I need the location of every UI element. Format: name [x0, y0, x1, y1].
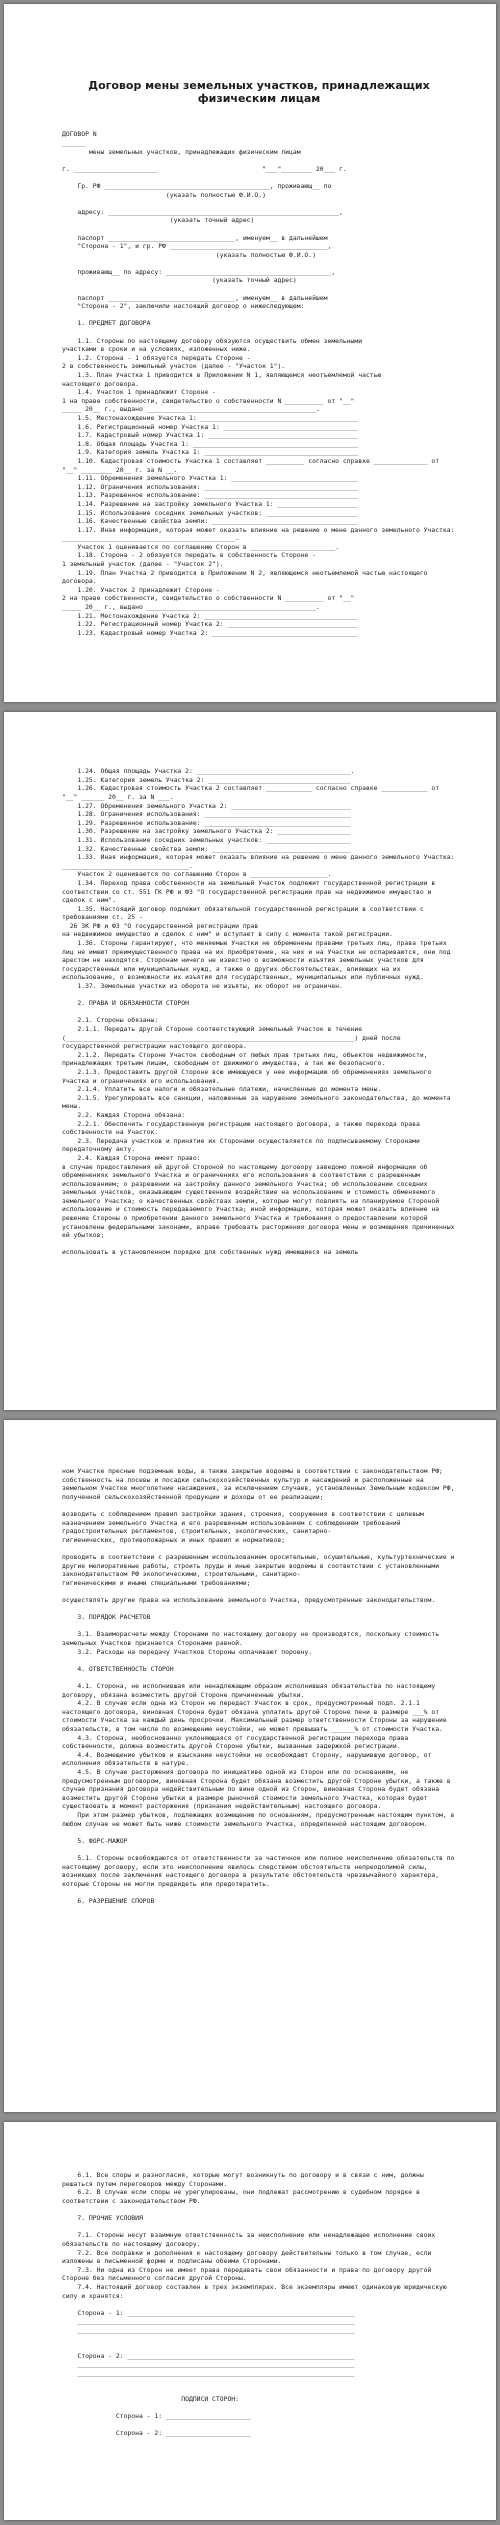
text-line: 6. РАЗРЕШЕНИЕ СПОРОВ	[62, 1896, 155, 1905]
text-line	[62, 156, 456, 165]
text-line: 4. ОТВЕТСТВЕННОСТЬ СТОРОН	[62, 1664, 174, 1673]
text-line	[62, 2334, 456, 2343]
text-line: 1.1. Стороны по настоящему договору обязуются осуществить обмен земельными	[62, 336, 363, 345]
text-line	[62, 173, 456, 182]
text-line: 1.6. Регистрационный номер Участка 1: ___________________________________	[62, 422, 359, 431]
document-title: Договор мены земельных участков, принадлежащих физическим лицам	[88, 79, 434, 106]
text-line: ______	[62, 138, 86, 147]
text-line	[62, 1888, 456, 1897]
text-line	[62, 311, 456, 320]
text-line: 1.33. Иная информация, которая может оказать влияние на решение о мене данного земельного Участка: _________________________________.	[62, 853, 459, 870]
text-line: адресу: ____________________________________________________________,	[62, 207, 343, 216]
text-line	[62, 2377, 456, 2386]
text-line: настоящего договора.	[62, 379, 139, 388]
text-line: Сторона - 2: ______________________	[62, 2429, 251, 2437]
text-line: 5. ФОРС-МАЖОР	[62, 1836, 128, 1845]
text-line: 2.4. Каждая Сторона имеет право:	[62, 1153, 201, 1162]
text-line	[62, 2403, 456, 2412]
text-line: (указать точный адрес)	[62, 276, 297, 285]
text-line: 1.25. Категория земель Участка 2: _____________________________________	[62, 775, 351, 784]
text-line	[62, 285, 456, 294]
text-line: 1.35. Настоящий договор подлежит обязательной государственной регистрации в соответствии с требованиями ст. 25 -	[62, 904, 428, 922]
text-line: 3.2. Расходы на передачу Участков Стороны оплачивают поровну.	[62, 1647, 313, 1656]
text-line: 1.17. Иная информация, которая может оказать влияние на решение о мене данного земельного Участка: _____________________________________________.	[62, 525, 459, 543]
text-line: ПОДПИСИ СТОРОН:	[62, 2394, 239, 2403]
text-line: ном Участке пресные подземные воды, а также закрытые водоемы в соответствии с законодательством РФ;	[62, 1467, 443, 1476]
text-line: (указать точный адрес)	[62, 216, 255, 225]
text-line: 7.1. Стороны несут взаимную ответственность за неисполнение или ненадлежащее исполнение своих обязательств по настоящему договору.	[62, 2231, 440, 2248]
text-line: 1.4. Участок 1 принадлежит Стороне -	[62, 388, 216, 397]
text-line: 2.2.1. Обеспечить государственную регистрацию настоящего договора, а также перехода права собственности на Участок.	[62, 1119, 424, 1137]
text-line	[62, 2386, 456, 2395]
text-line: 7.3. Ни одна из Сторон не имеет права передавать свои обязанности и права по договору другой Стороне без письменного согласия другой Стороны.	[62, 2265, 436, 2283]
text-line: 1.5. Местонахождение Участка 1: _________________________________________	[62, 413, 359, 422]
text-line: проводить в соответствии с разрешенным использованием оросительные, осушительные, культуртехнические и другие мелиоративные работы, строить пруды и иные закрытые водоемы в соответствии с установленными законодательством РФ экологическими, строительными, санитарно-	[62, 1553, 459, 1579]
text-line: 1 земельный участок (далее - "Участок 2").	[62, 560, 224, 569]
text-line: 1.3. План Участка 1 приводится в Приложении N 1, являющемся неотъемлемой частью	[62, 371, 382, 379]
text-line: гигиеническими и иными специальными требованиями;	[62, 1578, 251, 1587]
page-lines	[62, 767, 459, 1257]
text-line: 1.26. Кадастровая стоимость Участка 2 составляет ____________ согласно справке ____________ от "__" ______ 20__ г. за N ___.	[62, 784, 443, 801]
text-line: 6.1. Все споры и разногласия, которые могут возникнуть по договору и в связи с ним, должны решаться путем переговоров между Сторонами.	[62, 2171, 428, 2188]
text-line: 1.36. Стороны гарантируют, что меняемые Участки не обременены правами третьих лиц, права третьих лиц не имеют преимущественного права на их приобретение, на них и на Участки не оспариваются, они под арестом не находятся. Сторонам ничего не известно о возможности изъятия земельных участков для государственных или муниципальных нужд, а также о других обстоятельствах, влияющих на их использование, о возможности их изъятия для государственных, муниципальных или публичных нужд.	[62, 939, 455, 982]
text-line	[62, 2223, 456, 2232]
text-line: 1.22. Регистрационный номер Участка 2: __________________________________	[62, 620, 359, 629]
text-line: 2. ПРАВА И ОБЯЗАННОСТИ СТОРОН	[62, 999, 189, 1008]
text-line: 5.1. Стороны освобождаются от ответственности за частичное или полное неисполнение обязательств по настоящему договору, если это неисполнение явилось следствием обстоятельств непреодолимой силы, возникших после заключения настоящего договора в результате обстоятельств чрезвычайного характера, которые Стороны не могли предвидеть или предотвратить.	[62, 1853, 459, 1888]
page-content	[62, 2154, 456, 2455]
text-line	[62, 1622, 456, 1631]
text-line: использовать в установленном порядке для собственных нужд имеющиеся на земель	[62, 1248, 359, 1257]
text-line: 1.29. Разрешенное использование: ______________________________________	[62, 818, 351, 827]
text-line	[62, 1656, 456, 1665]
text-line: 2.1.3. Предоставить другой Стороне всю имеющуюся у нее информацию об обременениях земельного Участка и ограничениях его использования.	[62, 1067, 436, 1085]
text-line: Гр. РФ ___________________________________________, проживающ__ по	[62, 181, 332, 190]
text-line	[62, 225, 456, 234]
text-line: 1.11. Обременения земельного Участка 1: _________________________________	[62, 474, 359, 483]
text-line	[62, 991, 456, 1000]
text-line: 1. ПРЕДМЕТ ДОГОВОРА	[62, 319, 151, 328]
text-line: Участок 1 оценивается по соглашению Сторон в ______________________.	[62, 542, 340, 551]
text-line: 1.28. Ограничения использования: ______________________________________	[62, 810, 351, 819]
text-line: 1.27. Обременения земельного Участка 2: _______________________________	[62, 801, 351, 810]
text-line: "Сторона - 2", заключили настоящий договор о нижеследующем:	[62, 302, 305, 311]
text-line: Сторона - 1: ___________________________________________________________	[62, 2308, 355, 2317]
text-line: ________________________________________________________________________	[62, 2325, 355, 2334]
text-line: паспорт _________________________________, именуем__ в дальнейшем	[62, 293, 328, 302]
text-line: Сторона - 1: ______________________	[62, 2411, 251, 2420]
text-line: 7.4. Настоящий договор составлен в трех экземплярах. Все экземпляры имеют одинаковую юридическую силу и хранятся:	[62, 2282, 451, 2300]
text-line: 4.1. Сторона, не исполнившая или ненадлежащим образом исполнившая обязательства по настоящему договору, обязана возместить другой Стороне причиненные убытки.	[62, 1682, 440, 1699]
text-line: 1.18. Сторона - 2 обязуется передать в собственность Стороне -	[62, 551, 316, 560]
text-line: участками в сроки и на условиях, изложенных ниже.	[62, 345, 251, 354]
text-line: мены земельных участков, принадлежащих физическим лицам	[62, 147, 301, 156]
text-line: на недвижимое имущество и сделок с ним" и вступает в силу с момента такой регистрации.	[62, 930, 393, 939]
text-line: 3. ПОРЯДОК РАСЧЕТОВ	[62, 1613, 151, 1622]
text-line: 1 на праве собственности, свидетельство о собственности N __________ от "__"	[62, 396, 355, 405]
text-line: (указать полностью Ф.И.О.)	[62, 190, 266, 199]
text-line: 4.5. В случае расторжения договора по инициативе одной из Сторон или по основаниям, не предусмотренным договором, виновная Сторона будет обязана возместить другой Стороне убытки, а также в случае признания договора недействительным по вине одной из Сторон, виновная Сторона будет обязана возместить другой Стороне убытки в размере рыночной стоимости земельного Участка, которая будет существовать в момент расторжения (признания недействительным) настоящего договора.	[62, 1767, 455, 1811]
text-line: ДОГОВОР N	[62, 130, 97, 139]
text-line: гигиенических, противопожарных и иных правил и нормативов;	[62, 1535, 286, 1544]
text-line: собственность на посевы и посадки сельскохозяйственных культур и насаждений и расположенные на земельном Участке многолетние насаждения, за исключением случаев, установленных Земельным кодексом РФ, полученной сельскохозяйственной продукции и доходы от ее реализации;	[62, 1475, 459, 1501]
document-page-2	[4, 712, 496, 1410]
text-line	[62, 1673, 456, 1682]
text-line: 2.1.2. Передать Стороне Участок свободным от любых прав третьих лиц, объектов недвижимости, принадлежащих третьим лицам, свободным от движимого имущества, а так же безопасного.	[62, 1050, 432, 1068]
text-line: "Сторона - 1", и гр. РФ _________________________________________,	[62, 242, 332, 251]
text-line: 4.3. Сторона, необоснованно уклоняющаяся от государственной регистрации перехода права собственности, должна возместить другой Стороне убытки, вызванные задержкой регистрации.	[62, 1733, 413, 1751]
page-lines	[62, 130, 459, 637]
text-line: в случае предоставления ей другой Стороной по настоящему договору заведомо ложной информации об обременениях земельного Участка и ограничениях его использования в соответствии с разрешенным использованием; о разрешении на застройку данного земельного Участка; об использовании соседних земельных участков, оказывающем существенное воздействие на использование и стоимость обменяемого земельного Участка; о качественных свойствах земли, которые могут повлиять на планируемое Стороной использование и стоимость передаваемого Участка; иной информации, которая может оказать влияние на решение Стороны о приобретении данного земельного Участка и требования о предоставлении которой установлены федеральными законами, вправе требовать расторжения договора мены и возмещения причиненных ей убытков;	[62, 1162, 459, 1240]
text-line: 1.2. Сторона - 1 обязуется передать Стороне -	[62, 353, 251, 362]
text-line: ________________________________________________________________________	[62, 2368, 355, 2377]
text-line	[62, 1588, 456, 1597]
page-content	[62, 750, 459, 1274]
text-line: 1.13. Разрешенное использование: ________________________________________	[62, 491, 359, 500]
text-line	[62, 2206, 456, 2215]
text-line: ________________________________________________________________________	[62, 2360, 355, 2369]
page-lines	[62, 1467, 459, 1905]
text-line: 1.8. Общая площадь Участка 1: ___________________________________________	[62, 439, 359, 448]
text-line: 7. ПРОЧИЕ УСЛОВИЯ	[62, 2214, 143, 2223]
text-line: 1.23. Кадастровый номер Участка 2: ______________________________________	[62, 628, 359, 637]
text-line: 7.2. Все поправки и дополнения к настоящему договору действительны только в том случае, если изложены в письменной форме и подписаны обеими Сторонами.	[62, 2248, 436, 2266]
text-line	[62, 1545, 456, 1554]
text-line: 1.12. Ограничения использования: ________________________________________	[62, 482, 359, 491]
text-line: 1.10. Кадастровая стоимость Участка 1 составляет __________ согласно справке ______________ от "__" ________ 20__ г. за N __.	[62, 456, 443, 474]
text-line: 3.1. Взаиморасчеты между Сторонами по настоящему договору не производятся, поскольку стоимость земельных Участков признается Сторонами равной.	[62, 1630, 443, 1648]
text-line: (указать полностью Ф.И.О.)	[62, 250, 316, 259]
text-line: 1.24. Общая площадь Участка 2: ________________________________________.	[62, 767, 355, 776]
text-line	[62, 199, 456, 208]
text-line: 6.2. В случае если споры не урегулированы, они подлежат рассмотрению в судебном порядке в соответствии с законодательством РФ.	[62, 2188, 424, 2205]
text-line: 1.31. Использование соседних земельных участков: ______________________	[62, 835, 351, 844]
text-line: 1.21. Местонахождение Участка 2: ________________________________________	[62, 611, 359, 620]
text-line: г. ______________________ "___"________ 20___ г.	[62, 164, 347, 173]
text-line: 1.30. Разрешение на застройку земельного Участка 2: ___________________	[62, 827, 351, 836]
text-line	[62, 328, 456, 337]
page-content	[62, 1450, 459, 1923]
text-line	[62, 2300, 456, 2309]
text-line: 2 в собственность земельный участок (далее - "Участок 1").	[62, 362, 286, 371]
text-line: 2.1. Стороны обязаны:	[62, 1016, 159, 1025]
text-line: 2.1.4. Уплатить все налоги и обязательные платежи, начисленные до момента мены.	[62, 1085, 382, 1094]
text-line: При этом размер убытков, подлежащих возмещению по основаниям, предусмотренным настоящим пунктом, в любом случае не может быть ниже стоимости земельного Участка, определенной настоящим договором.	[62, 1810, 459, 1828]
text-line	[62, 1008, 456, 1017]
text-line: осуществлять другие права на использование земельного Участка, предусмотренные законодательством.	[62, 1596, 436, 1605]
text-line: 1.34. Переход права собственности на земельный Участок подлежит государственной регистрации в соответствии со ст. 551 ГК РФ и ФЗ "О государственной регистрации прав на недвижимое имущество и сделок с ним".	[62, 878, 440, 905]
text-line: 2.1.5. Урегулировать все санкции, наложенные за нарушение земельного законодательства, до момента мены.	[62, 1093, 455, 1111]
text-line: 26 ЗК РФ и ФЗ "О государственной регистрации прав	[62, 921, 259, 930]
text-line	[62, 1605, 456, 1614]
text-line: 2.3. Передача участков и принятие их Сторонами осуществляется по подписываемому Сторонами передаточному акту.	[62, 1136, 424, 1154]
text-line: _____ 20__ г., выдано ____________________________________________.	[62, 603, 320, 612]
text-line: паспорт _________________________________, именуем__ в дальнейшем	[62, 233, 328, 242]
text-line: 4.2. В случае если одна из Сторон не передаст Участок в срок, предусмотренный подп. 2.1.1 настоящего договора, виновная Сторона будет обязана уплатить другой Стороне пени в размере ___% от стоимости Участка за каждый день просрочки. Максимальный размер ответственности Стороны за нарушение обязательств, в том числе по возмещению неустойки, не может превышать ______% от стоимости Участка.	[62, 1699, 451, 1733]
text-line	[62, 1240, 456, 1249]
text-line: 1.14. Разрешение на застройку земельного Участка 1: _____________________	[62, 499, 359, 508]
document-page-3	[4, 1420, 496, 2112]
text-line: возводить с соблюдением правил застройки здания, строения, сооружения в соответствии с целевым назначением земельного Участка и его разрешенным использованием с соблюдением требований градостроительных регламентов, строительных, экологических, санитарно-	[62, 1510, 428, 1536]
text-line: 1.19. План Участка 2 приводится в Приложении N 2, являющемся неотъемлемой частью настоящего договора.	[62, 568, 432, 586]
text-line	[62, 1845, 456, 1854]
text-line: 1.20. Участок 2 принадлежит Стороне -	[62, 585, 220, 594]
text-line: 2 на праве собственности, свидетельство о собственности N __________ от "__"	[62, 594, 355, 603]
document-page-4	[4, 2122, 496, 2520]
text-line: Участок 2 оценивается по соглашению Сторон в ____________________.	[62, 870, 332, 879]
text-line: Сторона - 2: ___________________________________________________________	[62, 2351, 355, 2360]
text-line: _____ 20__ г., выдано ____________________________________________.	[62, 405, 320, 414]
text-line: ________________________________________________________________________	[62, 2317, 355, 2326]
text-line: 2.1.1. Передать другой Стороне соответствующий земельный Участок в течение (___________________________________________________________________________) дней после государственной регистрации настоящего договора.	[62, 1025, 405, 1051]
text-line	[62, 1828, 456, 1837]
text-line: 1.15. Использование соседних земельных участков: ________________________	[62, 508, 359, 517]
page-lines	[62, 2171, 456, 2437]
text-line: 1.32. Качественные свойства земли: ____________________________________	[62, 844, 351, 853]
page-content	[62, 62, 459, 655]
text-line	[62, 259, 456, 268]
text-line	[62, 1502, 456, 1511]
text-line: 1.37. Земельные участки из оборота не изъяты, их оборот не ограничен.	[62, 982, 343, 991]
text-line: 1.16. Качественные свойства земли: ______________________________________	[62, 517, 359, 526]
text-line	[62, 2343, 456, 2352]
text-line: проживающ__ по адресу: ___________________________________________,	[62, 267, 336, 276]
text-line: 4.4. Возмещение убытков и взыскание неустойки не освобождают Сторону, нарушившую договор, от исполнения обязательств в натуре.	[62, 1750, 436, 1768]
text-line	[62, 2420, 456, 2429]
text-line: 1.9. Категория земель Участка 1: ________________________________________	[62, 448, 359, 457]
document-page-1	[4, 4, 496, 702]
text-line: 1.7. Кадастровый номер Участка 1: _______________________________________	[62, 431, 359, 440]
text-line: 2.2. Каждая Сторона обязана:	[62, 1110, 186, 1119]
